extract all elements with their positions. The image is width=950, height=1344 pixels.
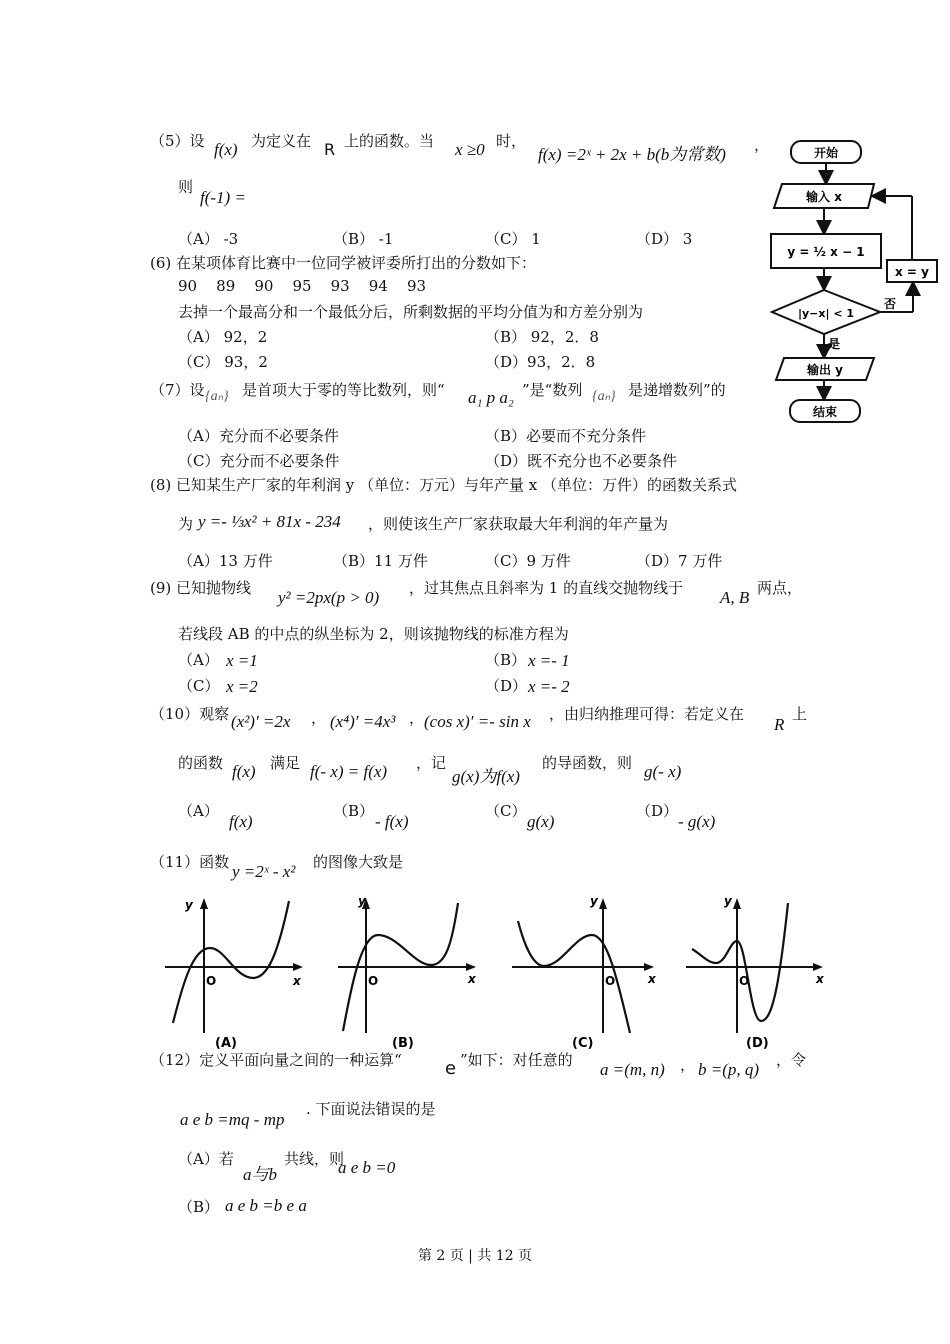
q10-cond: f(- x) = f(x) <box>310 762 388 781</box>
flowchart-assign: x = y <box>895 265 929 279</box>
graph-b-label: (B) <box>392 1036 414 1051</box>
q10-expr3: (cos x)′ =- sin x <box>424 712 531 731</box>
q10-expr1: (x²)′ =2x <box>231 712 291 731</box>
q12-b-label: （B） <box>178 1198 220 1216</box>
q10-option-a-label: （A） <box>178 802 219 820</box>
q9-option-c: x =2 <box>226 677 258 696</box>
q10-option-c: g(x) <box>527 812 555 831</box>
q10-comma1: ， <box>311 709 327 727</box>
graph-a-label: (A) <box>215 1036 237 1051</box>
q5-option-a: （A） -3 <box>178 230 239 248</box>
graph-c-x: x <box>648 972 656 986</box>
q5-text2: 上的函数。当 <box>344 132 435 150</box>
q12-mid: ”如下：对任意的 <box>460 1051 573 1069</box>
q8-option-d: （D）7 万件 <box>636 552 723 570</box>
q7-option-c: （C）充分而不必要条件 <box>178 452 340 470</box>
q5-fx: f(x) <box>214 140 238 159</box>
q9-option-a: x =1 <box>226 651 258 670</box>
q11-post: 的图像大致是 <box>313 853 404 871</box>
q10-option-d: - g(x) <box>678 812 716 831</box>
q7-seq2: {aₙ} <box>592 389 616 404</box>
q10-line2-c: ，记 <box>416 754 447 772</box>
q9-option-b-label: （B） <box>485 651 527 669</box>
q7-text2: ”是“数列 <box>522 381 583 399</box>
graph-c-y: y <box>590 894 598 908</box>
q9-formula: y² =2px(p > 0) <box>278 588 380 607</box>
graph-d-x: x <box>816 972 824 986</box>
q12-def: a e b =mq - mp <box>180 1110 285 1129</box>
q7-option-b: （B）必要而不充分条件 <box>485 427 647 445</box>
q7-option-d: （D）既不充分也不必要条件 <box>485 452 678 470</box>
graph-c-origin: O <box>605 974 616 988</box>
q9-AB: A, B <box>720 588 750 607</box>
q12-op: e <box>445 1058 457 1079</box>
graph-b-x: x <box>468 972 476 986</box>
graph-d-y: y <box>724 894 732 908</box>
q8-line1: (8) 已知某生产厂家的年利润 y （单位：万元）与年产量 x （单位：万件）的函数关系式 <box>150 476 738 494</box>
q5-option-c: （C） 1 <box>485 230 541 248</box>
q10-expr2: (x⁴)′ =4x³ <box>330 712 396 731</box>
flowchart-input: 输入 x <box>806 190 842 204</box>
q8-line2-pre: 为 <box>178 515 194 533</box>
q10-line2-b: 满足 <box>270 754 301 772</box>
q10-line2-a: 的函数 <box>178 754 224 772</box>
flowchart-process: y = ½ x − 1 <box>787 245 865 259</box>
q10-comma2: ， <box>409 709 425 727</box>
q9-option-b: x =- 1 <box>528 651 570 670</box>
q10-ask: g(- x) <box>644 762 682 781</box>
q12-a-expr: a e b =0 <box>338 1158 396 1177</box>
q12-comma: ， <box>680 1056 696 1074</box>
graph-b-origin: O <box>368 974 379 988</box>
q5-formula: f(x) =2ˣ + 2x + b(b为常数) <box>538 145 726 164</box>
q12-a-cond: a与b <box>243 1165 277 1184</box>
q10-post: ，由归纳推理可得：若定义在 <box>549 705 745 723</box>
flowchart <box>768 136 940 426</box>
q10-fx: f(x) <box>232 762 256 781</box>
q10-option-b: - f(x) <box>375 812 409 831</box>
q5-then: 则 <box>178 178 194 196</box>
graph-c <box>510 893 660 1053</box>
graph-d-origin: O <box>739 974 750 988</box>
flowchart-start: 开始 <box>813 146 839 160</box>
q12-a-mid: 共线，则 <box>284 1150 345 1168</box>
q9-option-a-label: （A） <box>178 651 219 669</box>
q9-pre: (9) 已知抛物线 <box>150 579 252 597</box>
q12-b: b =(p, q) <box>698 1060 760 1079</box>
q6-option-d: （D）93，2．8 <box>485 353 596 371</box>
q5-prefix: （5）设 <box>150 132 205 150</box>
q8-option-a: （A）13 万件 <box>178 552 273 570</box>
q5-text1: 为定义在 <box>251 132 312 150</box>
q10-option-b-label: （B） <box>333 802 375 820</box>
q7-prefix: （7）设 <box>150 381 205 399</box>
q7-option-a: （A）充分而不必要条件 <box>178 427 339 445</box>
q12-b-expr: a e b =b e a <box>225 1196 307 1215</box>
q8-option-c: （C）9 万件 <box>485 552 571 570</box>
q12-a-pre: （A）若 <box>178 1150 234 1168</box>
q11-formula: y =2ˣ - x² <box>232 862 296 881</box>
q12-def-post: . 下面说法错误的是 <box>306 1100 436 1118</box>
q5-R: R <box>324 140 336 159</box>
q5-cond: x ≥0 <box>455 140 485 159</box>
graph-a-y: y <box>185 898 193 912</box>
q9-option-d: x =- 2 <box>528 677 570 696</box>
q6-option-a: （A） 92，2 <box>178 328 268 346</box>
q10-option-d-label: （D） <box>636 802 679 820</box>
q9-post: ，过其焦点且斜率为 1 的直线交抛物线于 <box>409 579 684 597</box>
q10-line2-d: 的导函数，则 <box>542 754 633 772</box>
q6-line2: 去掉一个最高分和一个最低分后，所剩数据的平均分值为和方差分别为 <box>178 303 644 321</box>
q10-R: R <box>774 715 785 734</box>
q8-formula: y =- ⅓x² + 81x - 234 <box>198 512 341 531</box>
q5-option-b: （B） -1 <box>333 230 394 248</box>
q10-post2: 上 <box>792 705 808 723</box>
q5-text3: 时， <box>496 132 527 150</box>
q5-comma: ， <box>754 136 770 154</box>
q9-post2: 两点， <box>757 579 803 597</box>
q8-option-b: （B）11 万件 <box>333 552 428 570</box>
graph-b-y: y <box>358 894 366 908</box>
graph-d <box>684 893 834 1053</box>
q6-option-b: （B） 92，2．8 <box>485 328 599 346</box>
q7-text1: 是首项大于零的等比数列，则“ <box>242 381 445 399</box>
q12-post: ，令 <box>776 1051 807 1069</box>
graph-c-label: (C) <box>572 1036 594 1051</box>
q6-option-c: （C） 93，2 <box>178 353 268 371</box>
flowchart-end: 结束 <box>812 405 838 419</box>
q6-scores: 90 89 90 95 93 94 93 <box>178 277 427 295</box>
q12-pre: （12）定义平面向量之间的一种运算“ <box>150 1051 402 1069</box>
flowchart-output: 输出 y <box>806 363 844 377</box>
q10-pre: （10）观察 <box>150 705 230 723</box>
flowchart-yes: 是 <box>828 337 841 351</box>
q10-option-a: f(x) <box>229 812 253 831</box>
q5-ask: f(-1) = <box>200 188 246 207</box>
q5-option-d: （D） 3 <box>636 230 693 248</box>
q7-seq: {aₙ} <box>205 389 229 404</box>
graph-a-x: x <box>293 974 301 988</box>
flowchart-decision: |y−x| < 1 <box>797 307 855 320</box>
q10-gx: g(x)为f(x) <box>452 767 520 786</box>
q7-cond: a₁ p a₂ <box>468 388 514 407</box>
q8-line2-post: ，则使该生产厂家获取最大年利润的年产量为 <box>368 515 669 533</box>
graph-d-label: (D) <box>746 1036 769 1051</box>
q9-option-c-label: （C） <box>178 677 220 695</box>
q10-option-c-label: （C） <box>485 802 527 820</box>
q9-option-d-label: （D） <box>485 677 528 695</box>
q7-text3: 是递增数列”的 <box>628 381 726 399</box>
q9-line2: 若线段 AB 的中点的纵坐标为 2，则该抛物线的标准方程为 <box>178 625 569 643</box>
q6-stem: (6) 在某项体育比赛中一位同学被评委所打出的分数如下： <box>150 254 537 272</box>
graph-b <box>336 893 486 1053</box>
q11-pre: （11）函数 <box>150 853 230 871</box>
flowchart-no: 否 <box>884 297 897 311</box>
q12-a: a =(m, n) <box>600 1060 665 1079</box>
graph-a <box>163 893 313 1053</box>
page-footer: 第 2 页 | 共 12 页 <box>417 1248 533 1264</box>
graph-a-origin: O <box>206 974 217 988</box>
